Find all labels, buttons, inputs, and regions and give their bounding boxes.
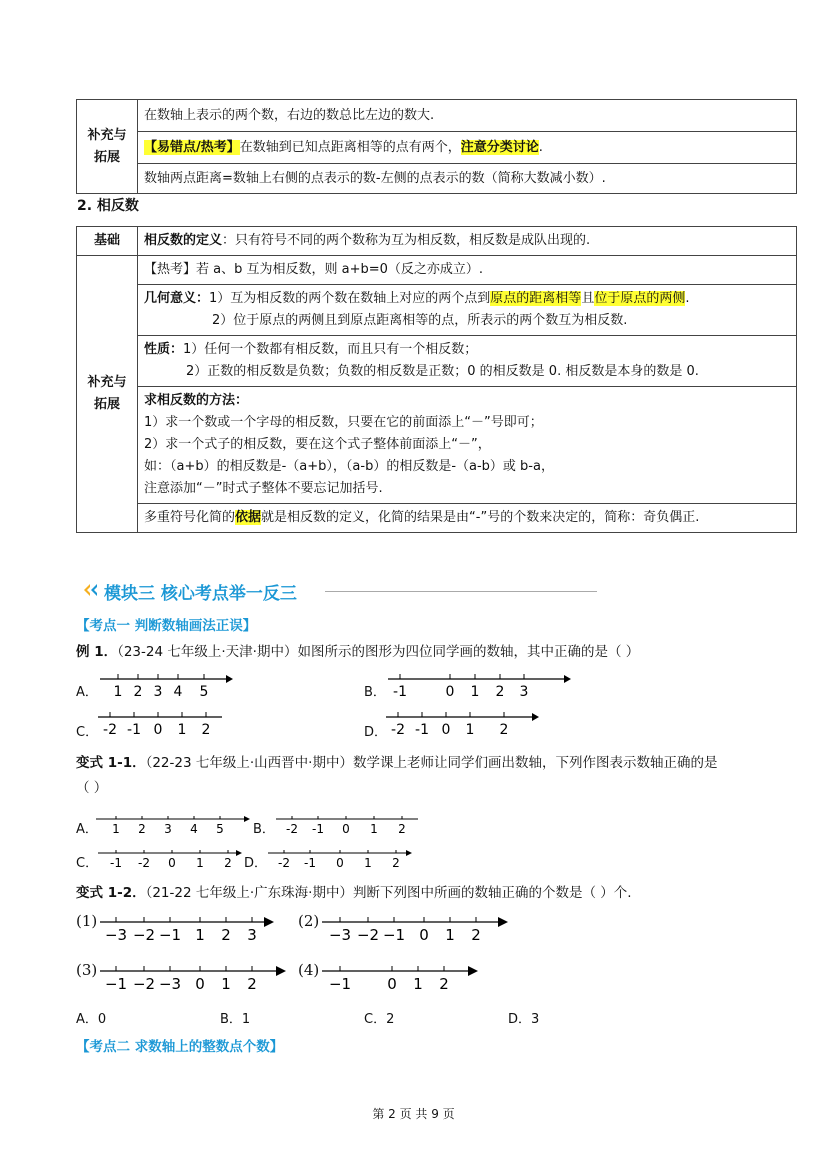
axis-tick-label: -1: [415, 722, 429, 738]
v11-axis-b: [274, 812, 424, 838]
variant11-blank: （ ）: [76, 780, 108, 796]
v12-number-4: (4): [298, 961, 320, 979]
table2-property: 性质：1）任何一个数都有相反数，而且只有一个相反数； 2）正数的相反数是负数；负数的相反数是正数；0 的相反数是 0. 相反数是本身的数是 0.: [138, 336, 797, 387]
axis-tick-label: 3: [519, 684, 529, 700]
ex1-axis-d: [384, 710, 544, 740]
axis-tick-label: 0: [342, 822, 350, 836]
table2-method: 求相反数的方法： 1）求一个数或一个字母的相反数，只要在它的前面添上“－”号即可； 2）求一个式子的相反数，要在这个式子整体前面添上“－”， 如：（a+b）的相反数是-（a+b），（a-b）的相反数是-（a-b）或 b-a， 注意添加“－”时式子整体不要忘记加括号.: [138, 387, 797, 504]
axis-tick-label: 0: [153, 722, 163, 738]
axis-tick-label: -1: [127, 722, 141, 738]
axis-tick-label: 2: [439, 975, 449, 993]
ex1-option-d-label[interactable]: D．: [364, 725, 388, 740]
axis-tick-label: 2: [398, 822, 406, 836]
module-title: 模块三 核心考点举一反三: [104, 584, 297, 604]
axis-tick-label: 0: [195, 975, 205, 993]
v11-option-d-label[interactable]: D．: [244, 856, 268, 871]
axis-tick-label: 2: [221, 926, 231, 944]
table1-row1: 在数轴上表示的两个数，右边的数总比左边的数大.: [138, 100, 797, 132]
example1-question: 例 1．（23-24 七年级上·天津·期中）如图所示的图形为四位同学画的数轴，其中正确的是（ ）: [76, 644, 640, 660]
v12-option-d[interactable]: D．3: [508, 1012, 540, 1027]
table1-header: 补充与 拓展: [77, 100, 138, 194]
v12-axis-1: [98, 912, 278, 944]
axis-tick-label: −3: [158, 975, 182, 993]
axis-tick-label: 3: [247, 926, 257, 944]
axis-tick-label: −3: [104, 926, 128, 944]
table2-ext-header: 补充与 拓展: [77, 256, 138, 533]
table1-row3: 数轴两点距离=数轴上右侧的点表示的数-左侧的点表示的数（简称大数减小数）.: [138, 164, 797, 194]
axis-tick-label: 2: [201, 722, 211, 738]
v11-axis-c: [96, 846, 246, 872]
axis-tick-label: -2: [138, 856, 150, 870]
v12-axis-3: [98, 961, 288, 993]
axis-tick-label: -2: [391, 722, 405, 738]
axis-tick-label: 4: [173, 684, 183, 700]
axis-tick-label: 2: [471, 926, 481, 944]
axis-tick-label: 2: [499, 722, 509, 738]
v11-option-a-label[interactable]: A．: [76, 822, 98, 837]
ex1-option-c-label[interactable]: C．: [76, 725, 99, 740]
ex1-axis-b: [384, 672, 574, 702]
v12-option-c[interactable]: C．2: [364, 1012, 395, 1027]
v12-option-a[interactable]: A．0: [76, 1012, 107, 1027]
axis-tick-label: -1: [393, 684, 407, 700]
axis-tick-label: -1: [312, 822, 324, 836]
axis-tick-label: 0: [419, 926, 429, 944]
axis-tick-label: -2: [103, 722, 117, 738]
axis-tick-label: 0: [445, 684, 455, 700]
kaodian1-title: 【考点一 判断数轴画法正误】: [76, 618, 257, 634]
v11-option-c-label[interactable]: C．: [76, 856, 99, 871]
axis-tick-label: 1: [413, 975, 423, 993]
table2-geometry: 几何意义：1）互为相反数的两个数在数轴上对应的两个点到原点的距离相等且位于原点的两侧. 2）位于原点的两侧且到原点距离相等的点，所表示的两个数互为相反数.: [138, 285, 797, 336]
axis-tick-label: 1: [112, 822, 120, 836]
ex1-axis-a: [96, 672, 236, 702]
axis-tick-label: −2: [132, 926, 156, 944]
axis-tick-label: 1: [113, 684, 123, 700]
axis-tick-label: 0: [441, 722, 451, 738]
axis-tick-label: 5: [199, 684, 209, 700]
axis-tick-label: 2: [138, 822, 146, 836]
ex1-option-a-label[interactable]: A．: [76, 685, 98, 700]
axis-tick-label: −2: [132, 975, 156, 993]
axis-tick-label: 1: [196, 856, 204, 870]
axis-tick-label: 3: [164, 822, 172, 836]
axis-tick-label: 2: [495, 684, 505, 700]
axis-tick-label: −2: [356, 926, 380, 944]
axis-tick-label: −1: [104, 975, 128, 993]
axis-tick-label: 3: [153, 684, 163, 700]
v12-number-3: (3): [76, 961, 98, 979]
axis-tick-label: 5: [216, 822, 224, 836]
table2-definition: 相反数的定义：只有符号不同的两个数称为互为相反数，相反数是成队出现的.: [138, 227, 797, 256]
page-footer: 第 2 页 共 9 页: [372, 1107, 455, 1121]
v12-option-b[interactable]: B．1: [220, 1012, 251, 1027]
axis-tick-label: 1: [364, 856, 372, 870]
axis-tick-label: 1: [177, 722, 187, 738]
axis-tick-label: 1: [465, 722, 475, 738]
v12-axis-2: [320, 912, 510, 944]
axis-tick-label: −3: [328, 926, 352, 944]
axis-tick-label: 2: [247, 975, 257, 993]
axis-tick-label: 1: [221, 975, 231, 993]
opposite-table: [76, 226, 797, 533]
axis-tick-label: -2: [286, 822, 298, 836]
supplement-table: [76, 99, 797, 194]
table2-basic-header: 基础: [77, 227, 138, 256]
axis-tick-label: 1: [370, 822, 378, 836]
v12-number-1: (1): [76, 912, 98, 930]
axis-tick-label: 1: [470, 684, 480, 700]
v11-option-b-label[interactable]: B．: [253, 822, 275, 837]
axis-tick-label: 0: [387, 975, 397, 993]
axis-tick-label: 4: [190, 822, 198, 836]
variant11-question: 变式 1-1．（22-23 七年级上·山西晋中·期中）数学课上老师让同学们画出数轴，下列作图表示数轴正确的是: [76, 755, 718, 771]
axis-tick-label: −1: [328, 975, 352, 993]
axis-tick-label: 0: [168, 856, 176, 870]
kaodian2-title: 【考点二 求数轴上的整数点个数】: [76, 1039, 284, 1055]
axis-tick-label: -2: [278, 856, 290, 870]
module-divider: [325, 591, 597, 592]
table1-row2: 【易错点/热考】在数轴到已知点距离相等的点有两个，注意分类讨论.: [138, 132, 797, 164]
table2-hot: 【热考】若 a、b 互为相反数，则 a+b=0（反之亦成立）.: [138, 256, 797, 285]
ex1-option-b-label[interactable]: B．: [364, 685, 386, 700]
v11-axis-d: [266, 846, 416, 872]
section-title-opposite: 2. 相反数: [77, 198, 139, 214]
axis-tick-label: 2: [133, 684, 143, 700]
axis-tick-label: 2: [392, 856, 400, 870]
ex1-axis-c: [96, 710, 226, 740]
axis-tick-label: 0: [336, 856, 344, 870]
axis-tick-label: -1: [304, 856, 316, 870]
axis-tick-label: -1: [110, 856, 122, 870]
variant12-question: 变式 1-2．（21-22 七年级上·广东珠海·期中）判断下列图中所画的数轴正确的个数是（ ）个.: [76, 885, 632, 901]
table2-multi-sign: 多重符号化简的依据就是相反数的定义，化简的结果是由“-”号的个数来决定的，简称：奇负偶正.: [138, 504, 797, 533]
v12-axis-4: [320, 961, 490, 993]
axis-tick-label: 1: [445, 926, 455, 944]
v11-axis-a: [94, 812, 254, 838]
axis-tick-label: 1: [195, 926, 205, 944]
v12-number-2: (2): [298, 912, 320, 930]
axis-tick-label: −1: [158, 926, 182, 944]
axis-tick-label: 2: [224, 856, 232, 870]
axis-tick-label: −1: [382, 926, 406, 944]
module-double-chevron-icon: [82, 582, 102, 598]
